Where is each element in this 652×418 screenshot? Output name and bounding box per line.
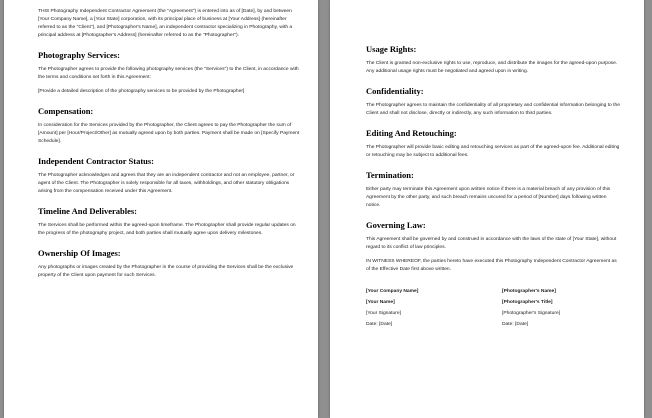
section-paragraph: The Photographer will provide basic editing and retouching services as part of the agreed-upon fee. Additional editing or retouching may be subject to additional fees. xyxy=(366,145,620,158)
date-field: Date: [Date] xyxy=(366,322,393,327)
section-paragraph: Either party may terminate this Agreement upon written notice if there is a material breach of any provision of this Agreement by the other party, and such breach remains uncured for a period of [Number] days following written notice. xyxy=(366,187,611,208)
document-page-1 xyxy=(4,0,318,418)
section-heading-ownership-of-images: Ownership Of Images: xyxy=(38,248,121,258)
date-field: Date: [Date] xyxy=(502,322,529,327)
section-paragraph: The Client is granted non-exclusive rights to use, reproduce, and distribute the images for the agreed-upon purpose. Any additional usage rights must be negotiated and agreed upon in writing. xyxy=(366,61,618,74)
witness-paragraph: IN WITNESS WHEREOF, the parties hereto have executed this Photography Independent Contractor Agreement as of the Effective Date first above written. xyxy=(366,259,617,272)
section-heading-governing-law: Governing Law: xyxy=(366,220,426,230)
your-name-field: [Your Name] xyxy=(366,300,395,305)
section-heading-confidentiality: Confidentiality: xyxy=(366,86,424,96)
section-heading-compensation: Compensation: xyxy=(38,106,94,116)
document-page-2 xyxy=(330,0,644,418)
photographer-signature-field: [Photographer's Signature] xyxy=(502,311,561,316)
section-heading-termination: Termination: xyxy=(366,170,414,180)
section-paragraph: Any photographs or images created by the Photographer in the course of providing the Services shall be the exclusive property of the Client upon payment for such Services. xyxy=(38,265,294,278)
section-paragraph: This Agreement shall be governed by and construed in accordance with the laws of the state of [Your State], without regard to its conflict of law principles. xyxy=(366,237,617,250)
photographer-title-field: [Photographer's Title] xyxy=(502,300,553,305)
section-paragraph: [Provide a detailed description of the photography services to be provided by the Photographer] xyxy=(38,89,245,94)
photographer-name-field: [Photographer's Name] xyxy=(502,289,556,294)
section-paragraph: The Photographer agrees to maintain the confidentiality of all proprietary and confidential information belonging to the Client and shall not disclose, directly or indirectly, any such information to third parties. xyxy=(366,103,620,116)
signature-column-photographer xyxy=(502,288,622,332)
section-paragraph: In consideration for the Services provided by the Photographer, the Client agrees to pay the Photographer the sum of [Amount] per [Hour/Project/Other] as mutually agreed upon by both parties. Payment shall be made on [Specify Payment Schedule]. xyxy=(38,123,300,144)
section-heading-independent-contractor-status: Independent Contractor Status: xyxy=(38,156,155,166)
intro-paragraph: THIS Photography Independent Contractor Agreement (the "Agreement") is entered into as of [Date], by and between [Your Company Name], a [Your State] corporation, with its principal place of business at [Your Address] (hereinafter referred to as the "Client"), and [Photographer's Name], an independent contractor specializing in Photography, with a principal address at [Photographer's Address] (hereinafter referred to as the "Photographer"). xyxy=(38,9,293,38)
section-paragraph: The Services shall be performed within the agreed-upon timeframe. The Photographer shall provide regular updates on the progress of the photography project, and both parties shall mutually agree upon delivery milestones. xyxy=(38,223,296,236)
company-name-field: [Your Company Name] xyxy=(366,289,419,294)
section-heading-timeline-deliverables: Timeline And Deliverables: xyxy=(38,206,138,216)
section-paragraph: The Photographer agrees to provide the following photography services (the "Services") to the Client, in accordance with the terms and conditions set forth in this Agreement: xyxy=(38,67,299,80)
section-paragraph: The Photographer acknowledges and agrees that they are an independent contractor and not an employee, partner, or agent of the Client. The Photographer is solely responsible for all taxes, withholdings, and other statutory obligations arising from the compensation received under this Agreement. xyxy=(38,173,295,194)
signature-column-client xyxy=(366,288,486,332)
section-heading-editing-retouching: Editing And Retouching: xyxy=(366,128,457,138)
section-heading-photography-services: Photography Services: xyxy=(38,50,120,60)
signature-block xyxy=(366,288,622,332)
your-signature-field: [Your Signature] xyxy=(366,311,401,316)
section-heading-usage-rights: Usage Rights: xyxy=(366,44,417,54)
